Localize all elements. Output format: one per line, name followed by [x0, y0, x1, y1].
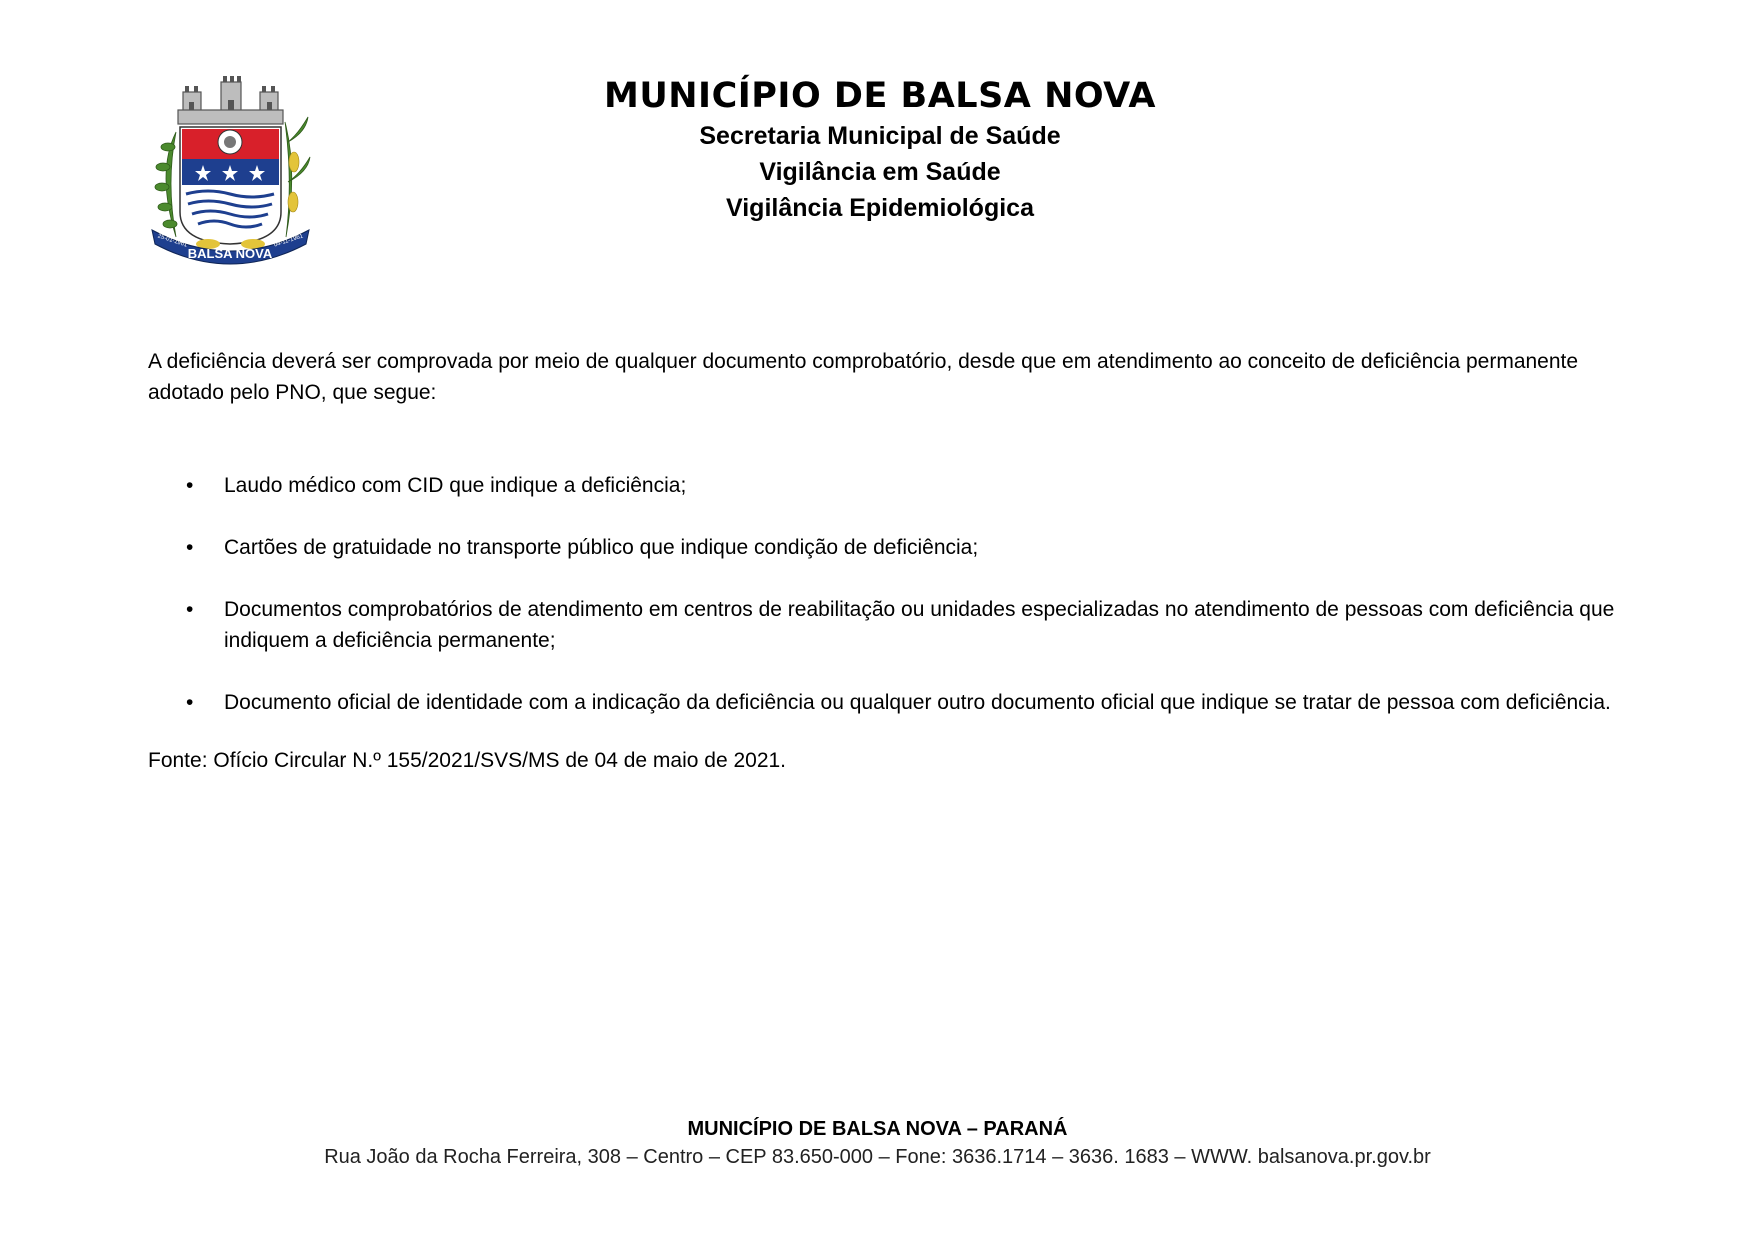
header-line-secretaria: Secretaria Municipal de Saúde: [699, 122, 1061, 150]
crest-banner-text: BALSA NOVA: [187, 246, 273, 261]
bullet-icon: •: [186, 598, 194, 621]
bullet-icon: •: [186, 474, 194, 497]
list-item: [148, 687, 1618, 718]
list-item-text: Cartões de gratuidade no transporte público que indique condição de deficiência;: [224, 536, 979, 559]
intro-paragraph: A deficiência deverá ser comprovada por meio de qualquer documento comprobatório, desde que em atendimento ao conceito de deficiência permanente adotado pelo PNO, que segue:: [148, 350, 1579, 404]
bullet-icon: •: [186, 536, 194, 559]
document-footer: [0, 1115, 1755, 1171]
list-item-text: Documento oficial de identidade com a indicação da deficiência ou qualquer outro documento oficial que indique se tratar de pessoa com deficiência.: [224, 691, 1611, 714]
list-item: [148, 594, 1618, 656]
list-item-text: Documentos comprobatórios de atendimento em centros de reabilitação ou unidades especializadas no atendimento de pessoas com deficiência que indiquem a deficiência permanente;: [224, 598, 1615, 652]
list-item: [148, 470, 1618, 501]
list-item: [148, 532, 1618, 563]
coat-of-arms-logo: [148, 72, 313, 267]
source-citation: Fonte: Ofício Circular N.º 155/2021/SVS/MS de 04 de maio de 2021.: [148, 749, 787, 772]
header-line-epidemiologica: Vigilância Epidemiológica: [726, 194, 1034, 222]
document-header: [560, 74, 1200, 226]
svg-text:25-01-1961: 25-01-1961: [156, 233, 188, 249]
bullet-icon: •: [186, 691, 194, 714]
footer-title: MUNICÍPIO DE BALSA NOVA – PARANÁ: [687, 1118, 1068, 1140]
document-body: [148, 346, 1618, 776]
footer-address: Rua João da Rocha Ferreira, 308 – Centro – CEP 83.650-000 – Fone: 3636.1714 – 3636. 1683 – WWW. balsanova.pr.gov.br: [324, 1146, 1431, 1168]
list-item-text: Laudo médico com CID que indique a deficiência;: [224, 474, 687, 497]
header-line-vigilancia: Vigilância em Saúde: [759, 158, 1001, 186]
municipality-title: MUNICÍPIO DE BALSA NOVA: [604, 76, 1156, 116]
svg-text:04-11-1961: 04-11-1961: [273, 233, 305, 249]
requirements-list: [148, 470, 1618, 718]
